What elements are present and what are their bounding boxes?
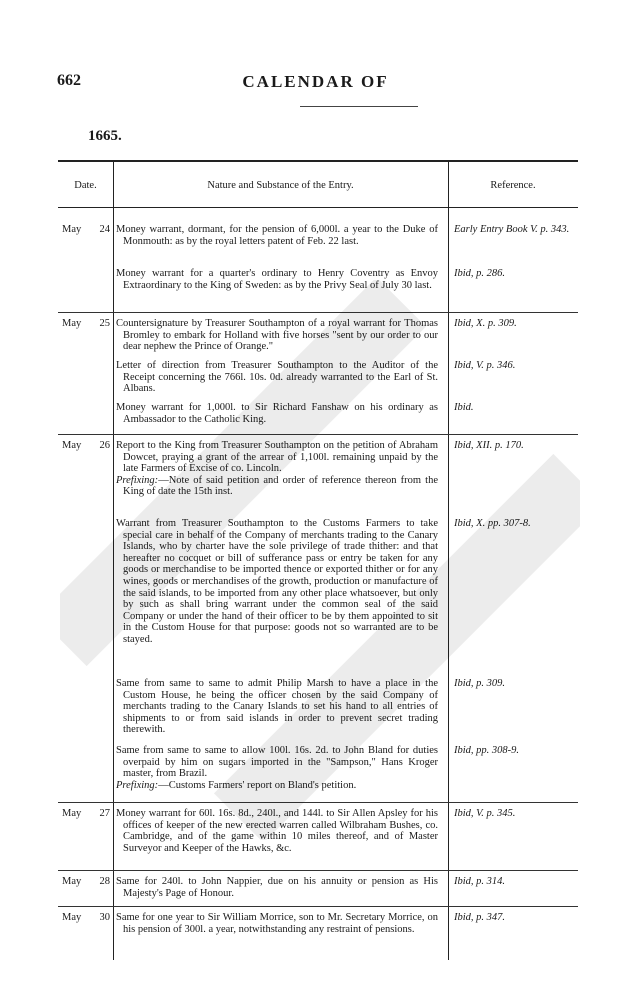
date-group-rule <box>58 802 578 803</box>
entry-text-body: Money warrant, dormant, for the pension of 6,000l. a year to the Duke of Monmouth: as by the royal letters patent of Feb. 22 last. <box>116 224 438 247</box>
prefixing-text: —Customs Farmers' report on Bland's petition. <box>158 779 357 791</box>
entry-text <box>116 678 438 736</box>
entry-text <box>116 318 438 353</box>
entry-day: 24 <box>99 224 110 235</box>
entry-text <box>116 268 438 291</box>
prefixing-label: Prefixing: <box>116 779 159 791</box>
entry-reference: Ibid, V. p. 345. <box>454 808 516 819</box>
entry-reference: Ibid, XII. p. 170. <box>454 440 524 451</box>
entry-text <box>116 360 438 395</box>
entry-text <box>116 876 438 899</box>
column-header-reference: Reference. <box>490 180 536 191</box>
date-group-rule <box>58 906 578 907</box>
running-title: CALENDAR OF <box>242 72 389 91</box>
entry-reference: Ibid, X. p. 309. <box>454 318 517 329</box>
entry-text-body: Warrant from Treasurer Southampton to the Customs Farmers to take special care in behalf of the Company of merchants trading to the Canary Islands, who by charter have the sole privilege of trade thither: and that hereafter no cocquet or bill of sufferance pass or entry be taken for any goods or merchandise to be imported thence or exported thither or for any wines, goods or merchandises of the growth, production or manufacture of the said islands, to be imported from any other place whatsoever, but only by such as shall bring warrant under the common seal of the said Company or under the hand of their officer to be by them appointed to sit in the Custom House for that purpose: goods not so warranted are to be stayed. <box>116 518 438 645</box>
entry-month: May <box>62 808 82 819</box>
calendar-table <box>58 160 578 960</box>
entry-text-body: Money warrant for 1,000l. to Sir Richard Fanshaw on his ordinary as Ambassador to the Catholic King. <box>116 402 438 425</box>
entry-month: May <box>62 440 82 451</box>
prefixing-label: Prefixing: <box>116 474 159 486</box>
column-divider <box>448 160 449 960</box>
entry-text-body: Same from same to same to admit Philip Marsh to have a place in the Custom House, he being the officer chosen by the said Company of merchants trading to the Canary Islands to set his hand to all entries of shipments to or from said islands in order to prevent secret trading therewith. <box>116 678 438 736</box>
entry-month: May <box>62 224 82 235</box>
entry-text-body: Same for one year to Sir William Morrice, son to Mr. Secretary Morrice, on his pension of 300l. a year, notwithstanding any restraint of pensions. <box>116 912 438 935</box>
entry-reference: Ibid, V. p. 346. <box>454 360 516 371</box>
column-header-nature: Nature and Substance of the Entry. <box>207 180 354 191</box>
entry-reference: Ibid, X. pp. 307-8. <box>454 518 531 529</box>
entry-text-body: Money warrant for a quarter's ordinary to Henry Coventry as Envoy Extraordinary to the King of Sweden: as by the Privy Seal of July 30 last. <box>116 268 438 291</box>
entry-day: 27 <box>99 808 110 819</box>
entry-text <box>116 402 438 425</box>
table-top-rule <box>58 160 578 162</box>
entry-month: May <box>62 318 82 329</box>
entry-day: 26 <box>99 440 110 451</box>
entry-text <box>116 912 438 935</box>
date-group-rule <box>58 312 578 313</box>
entry-text <box>116 224 438 247</box>
entry-text-body: Same for 240l. to John Nappier, due on his annuity or pension as His Majesty's Page of Honour. <box>116 876 438 899</box>
entry-text-body: Report to the King from Treasurer Southampton on the petition of Abraham Dowcet, praying a grant of the arrear of 1,100l. remaining unpaid by the late Farmers of Excise of co. Lincoln. <box>116 440 438 475</box>
year-heading: 1665. <box>88 128 122 144</box>
entry-day: 28 <box>99 876 110 887</box>
entry-text-body: Letter of direction from Treasurer Southampton to the Auditor of the Receipt concerning the 766l. 10s. 0d. already warranted to the Earl of St. Albans. <box>116 360 438 395</box>
entry-day: 30 <box>99 912 110 923</box>
date-group-rule <box>58 434 578 435</box>
entry-reference: Ibid, p. 347. <box>454 912 506 923</box>
entry-text-body: Same from same to same to allow 100l. 16s. 2d. to John Bland for duties overpaid by him on sugars imported in the "Sampson," Hans Kroger master, from Brazil. <box>116 745 438 780</box>
column-header-date: Date. <box>74 180 97 191</box>
entry-text <box>116 440 438 498</box>
table-header-rule <box>58 207 578 208</box>
prefixing-text: —Note of said petition and order of reference thereon from the King of date the 15th inst. <box>123 474 438 498</box>
entry-text <box>116 808 438 854</box>
header-rule <box>300 106 418 107</box>
entry-month: May <box>62 876 82 887</box>
entry-text <box>116 518 438 646</box>
date-group-rule <box>58 870 578 871</box>
entry-reference: Ibid. <box>454 402 474 413</box>
entry-reference: Ibid, p. 314. <box>454 876 506 887</box>
entry-reference: Ibid, pp. 308-9. <box>454 745 520 756</box>
entry-text-body: Countersignature by Treasurer Southampton of a royal warrant for Thomas Bromley to embark for Holland with five horses "sent by our order to our dear nephew the Prince of Orange." <box>116 318 438 353</box>
page-number: 662 <box>57 72 81 89</box>
entry-day: 25 <box>99 318 110 329</box>
page-header <box>0 72 631 102</box>
entry-reference: Ibid, p. 309. <box>454 678 506 689</box>
entry-text <box>116 745 438 791</box>
entry-month: May <box>62 912 82 923</box>
entry-text-body: Money warrant for 60l. 16s. 8d., 240l., and 144l. to Sir Allen Apsley for his offices of keeper of the new erected warren called Wilbraham Bushes, co. Cambridge, and of the game within 10 miles thereof, and of Master Surveyor and Keeper of the Hawks, &c. <box>116 808 438 854</box>
entry-reference: Early Entry Book V. p. 343. <box>454 224 570 235</box>
entry-reference: Ibid, p. 286. <box>454 268 506 279</box>
column-divider <box>113 160 114 960</box>
